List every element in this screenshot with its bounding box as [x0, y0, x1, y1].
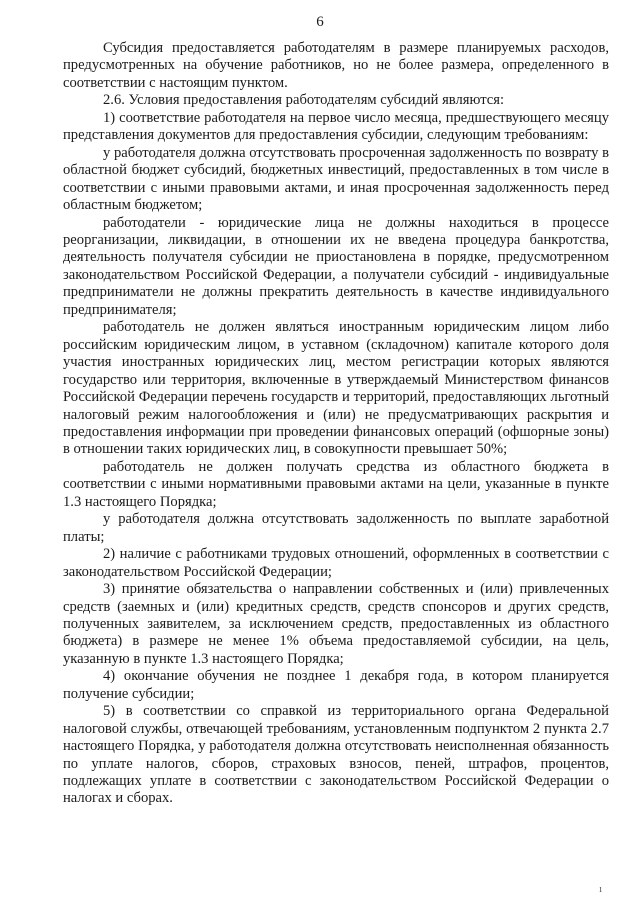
paragraph-condition-5: 5) в соответствии со справкой из территориального органа Федеральной налоговой службы, отвечающей требованиям, установленным подпунктом 2 пункта 2.7 настоящего Порядка, у работодателя должна отсутствовать неисполненная обязанность по уплате налогов, сборов, страховых взносов, пеней, штрафов, процентов, подлежащих уплате в соответствии с законодательством Российской Федерации о налогах и сборах.: [63, 703, 609, 807]
paragraph-no-wage-arrears: у работодателя должна отсутствовать задолженность по выплате заработной платы;: [63, 511, 609, 545]
paragraph-no-other-funds: работодатель не должен получать средства из областного бюджета в соответствии с иными нормативными правовыми актами на цели, указанные в пункте 1.3 настоящего Порядка;: [63, 458, 609, 510]
paragraph-no-reorganization: работодатели - юридические лица не должны находиться в процессе реорганизации, ликвидации, в отношении их не введена процедура банкротства, деятельность получателя субсидии не приостановлена в порядке, предусмотренном законодательством Российской Федерации, а получатели субсидий - индивидуальные предприниматели не должны прекратить деятельность в качестве индивидуального предпринимателя;: [63, 214, 609, 318]
document-body: [63, 40, 609, 808]
paragraph-condition-1: 1) соответствие работодателя на первое число месяца, предшествующего месяцу представления документов для предоставления субсидии, следующим требованиям:: [63, 109, 609, 144]
paragraph-condition-3: 3) принятие обязательства о направлении собственных и (или) привлеченных средств (заемных и (или) кредитных средств, средств спонсоров и других средств, полученных заявителем, за исключением средств, предоставленных из областного бюджета) в размере не менее 1% объема предоставляемой субсидии, на цель, указанную в пункте 1.3 настоящего Порядка;: [63, 581, 609, 667]
paragraph-section-2-6: 2.6. Условия предоставления работодателям субсидий являются:: [103, 92, 504, 109]
footer-mark: ı: [599, 884, 602, 895]
paragraph-no-overdue-debt: у работодателя должна отсутствовать просроченная задолженность по возврату в областной бюджет субсидий, бюджетных инвестиций, предоставленных в том числе в соответствии с иными правовыми актами, и иная просроченная задолженность перед областным бюджетом;: [63, 144, 609, 214]
paragraph-condition-4: 4) окончание обучения не позднее 1 декабря года, в котором планируется получение субсидии;: [63, 668, 609, 702]
page-number: 6: [316, 14, 324, 30]
paragraph-not-foreign-entity: работодатель не должен являться иностранным юридическим лицом либо российским юридическим лицом, в уставном (складочном) капитале которого доля участия иностранных юридических лиц, местом регистрации которых являются государство или территория, включенные в утверждаемый Министерством финансов Российской Федерации перечень государств и территорий, предоставляющих льготный налоговый режим налогообложения и (или) не предусматривающих раскрытия и предоставления информации при проведении финансовых операций (офшорные зоны) в отношении таких юридических лиц, в совокупности превышает 50%;: [63, 319, 609, 458]
paragraph-condition-2: 2) наличие с работниками трудовых отношений, оформленных в соответствии с законодательством Российской Федерации;: [63, 546, 609, 580]
paragraph-subsidy-amount: Субсидия предоставляется работодателям в размере планируемых расходов, предусмотренных на обучение работников, но не более размера, определенного в соответствии с настоящим пунктом.: [63, 40, 609, 91]
